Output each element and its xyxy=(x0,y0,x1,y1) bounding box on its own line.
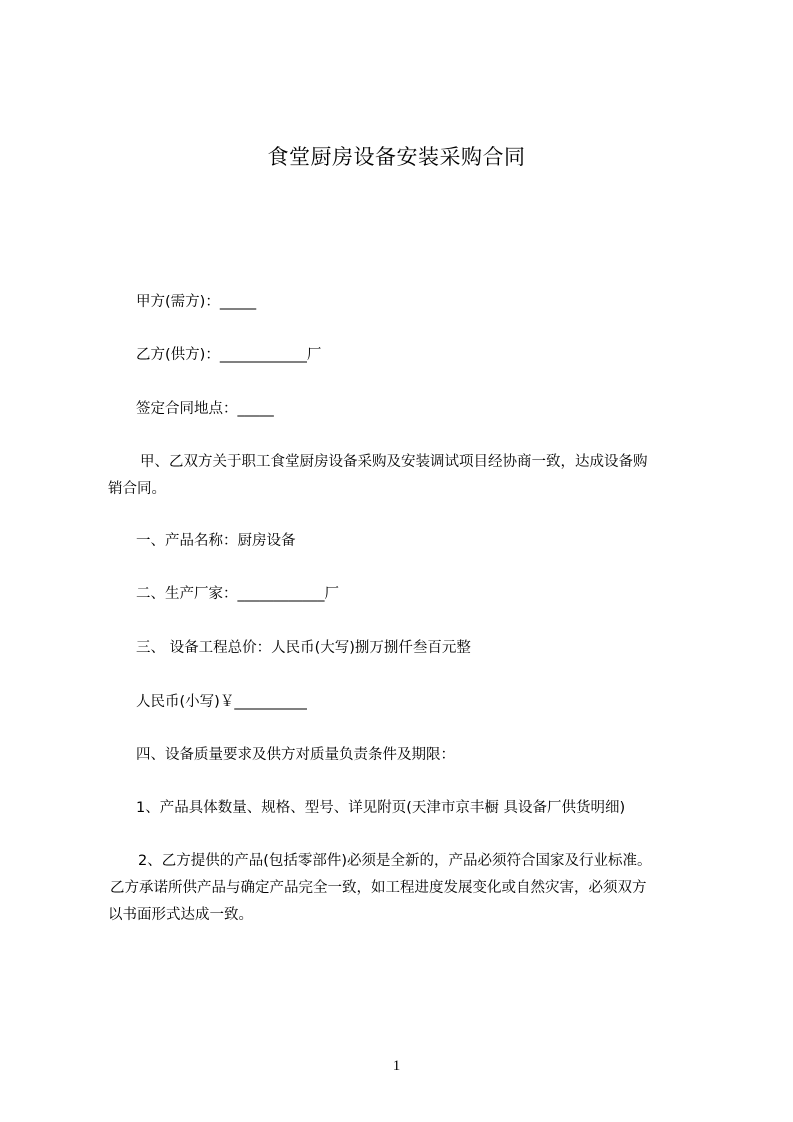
item-3-price-small: 人民币(小写)￥__________ xyxy=(136,694,307,710)
item-4-2-paragraph xyxy=(108,848,704,929)
page-number: 1 xyxy=(392,1058,401,1074)
item-4-1-specs: 1、产品具体数量、规格、型号、详见附页(天津市京丰橱 具设备厂供货明细) xyxy=(136,800,626,816)
item-4-2-line-3: 以书面形式达成一致。 xyxy=(108,907,253,923)
party-a-line: 甲方(需方)：_____ xyxy=(136,294,257,310)
item-2-manufacturer: 二、生产厂家：____________厂 xyxy=(136,586,339,602)
item-4-2-line-2: 乙方承诺所供产品与确定产品完全一致，如工程进度发展变化或自然灾害，必须双方 xyxy=(110,880,647,896)
intro-line-2: 销合同。 xyxy=(108,481,166,497)
intro-line-1: 甲、乙双方关于职工食堂厨房设备采购及安装调试项目经协商一致，达成设备购 xyxy=(140,454,648,470)
item-4-quality-heading: 四、设备质量要求及供方对质量负责条件及期限： xyxy=(136,747,455,763)
item-1-product-name: 一、产品名称：厨房设备 xyxy=(136,533,296,549)
item-3-total-price: 三、 设备工程总价：人民币(大写)捌万捌仟叁百元整 xyxy=(136,640,471,656)
item-4-2-line-1: 2、乙方提供的产品(包括零部件)必须是全新的，产品必须符合国家及行业标准。 xyxy=(138,853,652,869)
party-b-line: 乙方(供方)：____________厂 xyxy=(136,347,322,363)
intro-paragraph xyxy=(108,449,704,503)
sign-place-line: 签定合同地点：_____ xyxy=(136,401,274,417)
document-title: 食堂厨房设备安装采购合同 xyxy=(267,145,526,169)
